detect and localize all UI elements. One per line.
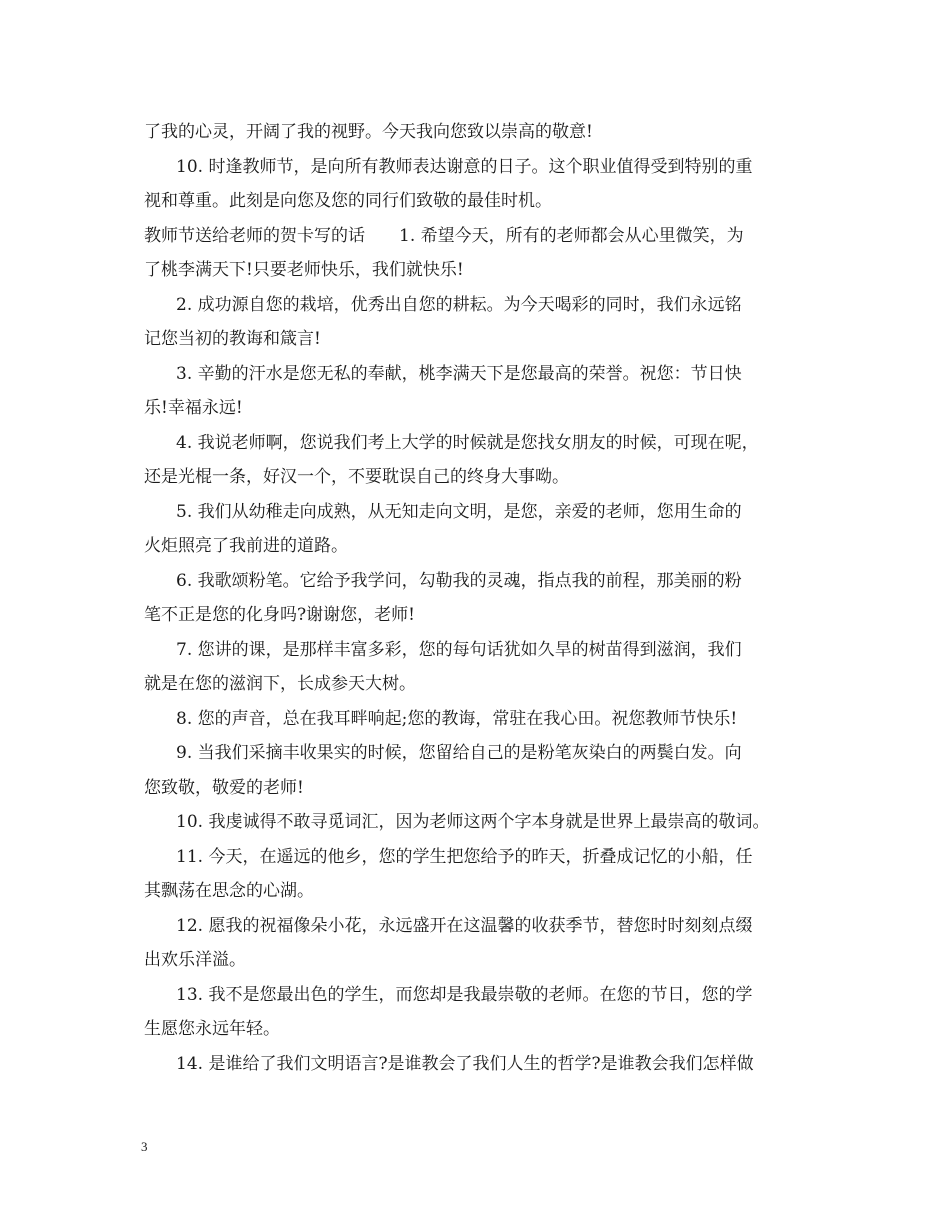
text-line: 5. 我们从幼稚走向成熟，从无知走向文明，是您，亲爱的老师，您用生命的 [176,501,742,522]
text-line: 2. 成功源自您的栽培，优秀出自您的耕耘。为今天喝彩的同时，我们永远铭 [176,294,742,315]
text-line: 火炬照亮了我前进的道路。 [144,536,348,556]
text-line: 还是光棍一条，好汉一个，不要耽误自己的终身大事呦。 [144,467,569,487]
text-line: 4. 我说老师啊，您说我们考上大学的时候就是您找女朋友的时候，可现在呢， [176,432,759,453]
text-line: 笔不正是您的化身吗?谢谢您，老师! [144,605,415,625]
text-line: 就是在您的滋润下，长成参天大树。 [144,674,416,694]
text-line: 6. 我歌颂粉笔。它给予我学问，勾勒我的灵魂，指点我的前程，那美丽的粉 [176,570,742,591]
text-line: 视和尊重。此刻是向您及您的同行们致敬的最佳时机。 [144,191,552,211]
text-line: 生愿您永远年轻。 [144,1019,280,1039]
text-line: 9. 当我们采摘丰收果实的时候，您留给自己的是粉笔灰染白的两鬓白发。向 [176,743,742,763]
text-line: 乐!幸福永远! [144,398,243,418]
text-line: 教师节送给老师的贺卡写的话 1. 希望今天，所有的老师都会从心里微笑，为 [144,225,744,246]
text-line: 8. 您的声音，总在我耳畔响起;您的教诲，常驻在我心田。祝您教师节快乐! [176,708,738,729]
text-line: 10. 我虔诚得不敢寻觅词汇，因为老师这两个字本身就是世界上最崇高的敬词。 [176,812,770,832]
text-line: 了我的心灵，开阔了我的视野。今天我向您致以崇高的敬意! [144,122,593,142]
text-line: 您致敬，敬爱的老师! [144,777,304,798]
text-line: 了桃李满天下!只要老师快乐，我们就快乐! [144,260,464,280]
text-line: 记您当初的教诲和箴言! [144,329,321,349]
text-line: 11. 今天，在遥远的他乡，您的学生把您给予的昨天，折叠成记忆的小船，任 [176,846,753,867]
document-body [144,115,824,1081]
text-line: 10. 时逢教师节，是向所有教师表达谢意的日子。这个职业值得受到特别的重 [176,156,753,177]
text-line: 14. 是谁给了我们文明语言?是谁教会了我们人生的哲学?是谁教会我们怎样做 [176,1053,754,1074]
text-line: 7. 您讲的课，是那样丰富多彩，您的每句话犹如久旱的树苗得到滋润，我们 [176,639,742,660]
page-number: 3 [141,1139,148,1154]
text-line: 3. 辛勤的汗水是您无私的奉献，桃李满天下是您最高的荣誉。祝您：节日快 [176,363,742,384]
text-line: 12. 愿我的祝福像朵小花，永远盛开在这温馨的收获季节，替您时时刻刻点缀 [176,915,753,936]
text-line: 其飘荡在思念的心湖。 [144,881,314,901]
text-line: 出欢乐洋溢。 [144,950,246,970]
text-line: 13. 我不是您最出色的学生，而您却是我最崇敬的老师。在您的节日，您的学 [176,984,753,1005]
